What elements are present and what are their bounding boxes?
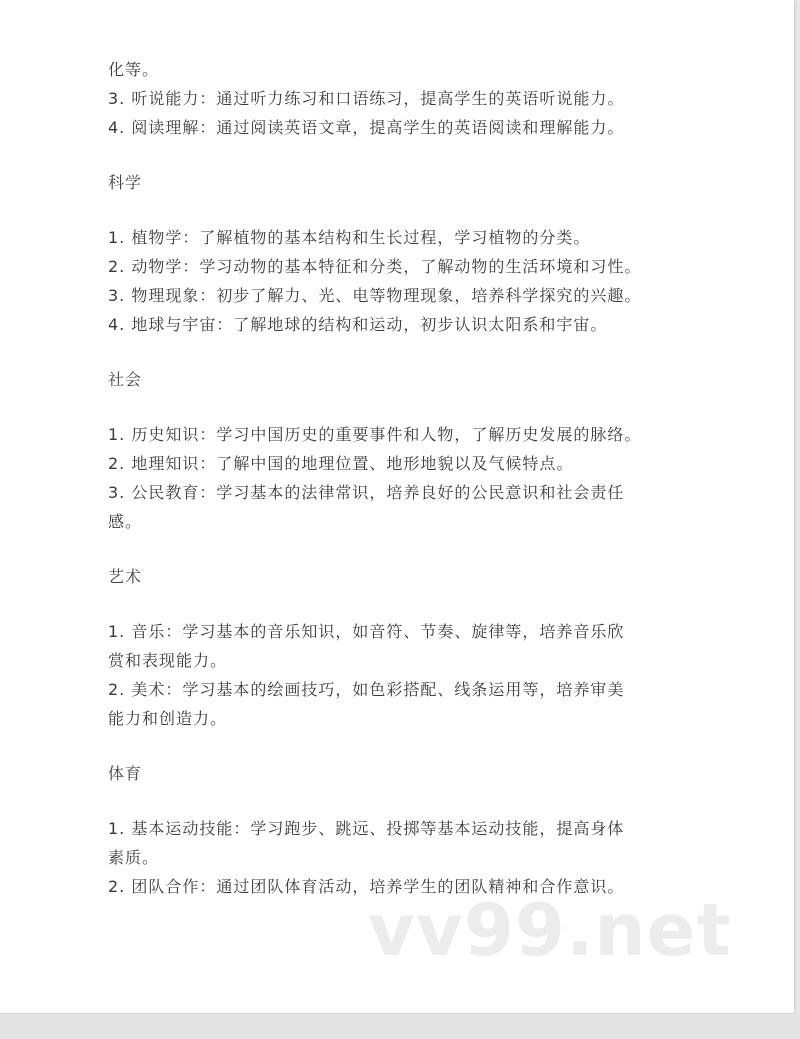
list-item-continuation: 素质。: [108, 848, 160, 867]
list-item-continuation: 赏和表现能力。: [108, 651, 228, 670]
list-item: 4. 地球与宇宙：了解地球的结构和运动，初步认识太阳系和宇宙。: [108, 315, 608, 334]
watermark: vv99.net: [368, 888, 732, 972]
list-item-continuation: 感。: [108, 512, 143, 531]
list-item: 3. 公民教育：学习基本的法律常识，培养良好的公民意识和社会责任: [108, 483, 625, 502]
section-heading-society: 社会: [108, 370, 143, 389]
list-item: 2. 美术：学习基本的绘画技巧，如色彩搭配、线条运用等，培养审美: [108, 680, 625, 699]
bottom-bar: [0, 1014, 800, 1039]
text-line: 化等。: [108, 60, 160, 79]
section-heading-art: 艺术: [108, 567, 143, 586]
list-item: 1. 植物学：了解植物的基本结构和生长过程，学习植物的分类。: [108, 228, 591, 247]
section-heading-science: 科学: [108, 173, 143, 192]
list-item: 1. 历史知识：学习中国历史的重要事件和人物，了解历史发展的脉络。: [108, 425, 642, 444]
list-item: 2. 地理知识：了解中国的地理位置、地形地貌以及气候特点。: [108, 454, 574, 473]
list-item: 1. 基本运动技能：学习跑步、跳远、投掷等基本运动技能，提高身体: [108, 819, 625, 838]
list-item: 3. 听说能力：通过听力练习和口语练习，提高学生的英语听说能力。: [108, 89, 625, 108]
list-item: 1. 音乐：学习基本的音乐知识，如音符、节奏、旋律等，培养音乐欣: [108, 622, 625, 641]
list-item: 2. 动物学：学习动物的基本特征和分类，了解动物的生活环境和习性。: [108, 257, 642, 276]
list-item: 2. 团队合作：通过团队体育活动，培养学生的团队精神和合作意识。: [108, 877, 625, 896]
list-item-continuation: 能力和创造力。: [108, 709, 228, 728]
list-item: 3. 物理现象：初步了解力、光、电等物理现象，培养科学探究的兴趣。: [108, 286, 642, 305]
section-heading-pe: 体育: [108, 764, 143, 783]
document-content: [108, 55, 708, 901]
list-item: 4. 阅读理解：通过阅读英语文章，提高学生的英语阅读和理解能力。: [108, 118, 625, 137]
